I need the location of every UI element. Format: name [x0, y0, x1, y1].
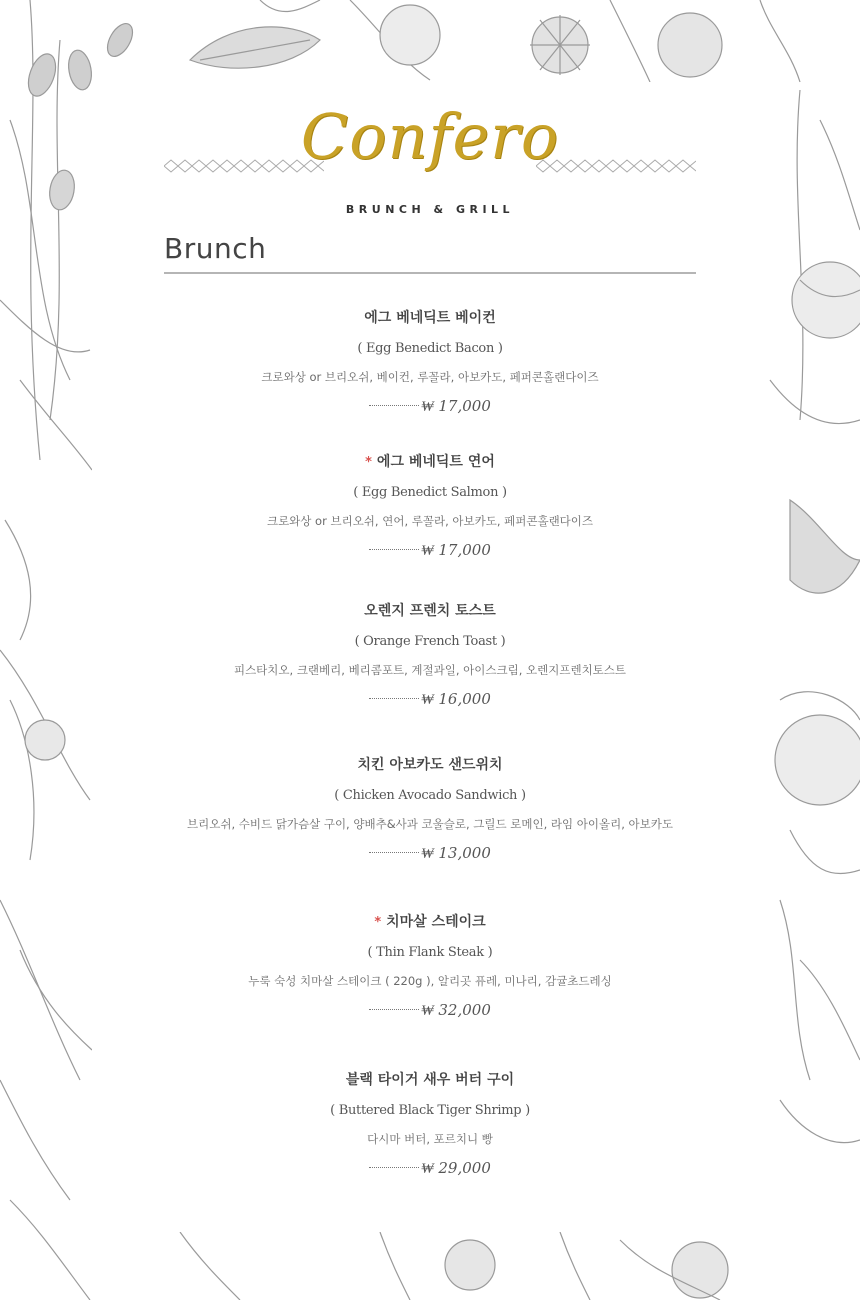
menu-item-korean: 에그 베네딕트 연어 [376, 454, 495, 470]
brand-tagline: BRUNCH & GRILL [345, 203, 515, 216]
price-leader-dots [369, 1167, 419, 1168]
menu-item-price: ₩ 32,000 [421, 1001, 491, 1019]
menu-item-description: 크로와상 or 브리오쉬, 연어, 루꼴라, 아보카도, 페퍼콘홀랜다이즈 [266, 514, 594, 528]
price-leader-dots [369, 1009, 419, 1010]
price-leader-dots [369, 549, 419, 550]
menu-item-english: ( Egg Benedict Salmon ) [353, 485, 507, 500]
menu-item-english: ( Buttered Black Tiger Shrimp ) [330, 1103, 530, 1118]
menu-item-price-row [0, 1000, 860, 1020]
menu-item [0, 452, 860, 560]
menu-item-description: 브리오쉬, 수비드 닭가슴살 구이, 양배추&사과 코울슬로, 그릴드 로메인, 라임 아이올리, 아보카도 [187, 817, 673, 831]
menu-item-description: 다시마 버터, 포르치니 빵 [367, 1132, 493, 1146]
section-title: Brunch [164, 232, 267, 265]
section-divider [164, 272, 696, 274]
menu-item-korean: 치마살 스테이크 [386, 914, 486, 930]
menu-item-price: ₩ 29,000 [421, 1159, 491, 1177]
recommended-star-icon: * [374, 915, 382, 930]
menu-item-price: ₩ 13,000 [421, 844, 491, 862]
recommended-star-icon: * [365, 455, 372, 470]
menu-item-price: ₩ 16,000 [421, 690, 491, 708]
menu-item-price-row [0, 396, 860, 416]
menu-item-korean-row [0, 452, 860, 472]
menu-item [0, 601, 860, 709]
menu-item-korean: 치킨 아보카도 샌드위치 [357, 757, 503, 773]
menu-item-korean: 에그 베네딕트 베이컨 [364, 310, 496, 326]
menu-item [0, 755, 860, 863]
menu-item-description: 누룩 숙성 치마살 스테이크 ( 220g ), 알리곳 퓨레, 미나리, 감귤초드레싱 [248, 974, 612, 988]
menu-item [0, 912, 860, 1020]
menu-item-price: ₩ 17,000 [421, 397, 491, 415]
menu-item [0, 308, 860, 416]
price-leader-dots [369, 852, 419, 853]
menu-item-description: 피스타치오, 크랜베리, 베리콤포트, 계절과일, 아이스크림, 오렌지프렌치토스트 [233, 663, 627, 677]
menu-item [0, 1070, 860, 1178]
menu-item-english: ( Thin Flank Steak ) [367, 945, 493, 960]
price-leader-dots [369, 698, 419, 699]
menu-item-price-row [0, 689, 860, 709]
menu-item-korean: 블랙 타이거 새우 버터 구이 [345, 1072, 515, 1088]
brand-logo: Confero [300, 100, 560, 173]
menu-item-price: ₩ 17,000 [421, 541, 491, 559]
menu-item-description: 크로와상 or 브리오쉬, 베이컨, 루꼴라, 아보카도, 페퍼콘홀랜다이즈 [261, 370, 599, 384]
price-leader-dots [369, 405, 419, 406]
menu-item-price-row [0, 540, 860, 560]
menu-item-price-row [0, 843, 860, 863]
menu-item-english: ( Egg Benedict Bacon ) [357, 341, 503, 356]
menu-item-english: ( Chicken Avocado Sandwich ) [334, 788, 526, 803]
menu-item-english: ( Orange French Toast ) [354, 634, 506, 649]
menu-item-korean-row [0, 912, 860, 932]
menu-item-price-row [0, 1158, 860, 1178]
menu-item-korean: 오렌지 프렌치 토스트 [364, 603, 496, 619]
